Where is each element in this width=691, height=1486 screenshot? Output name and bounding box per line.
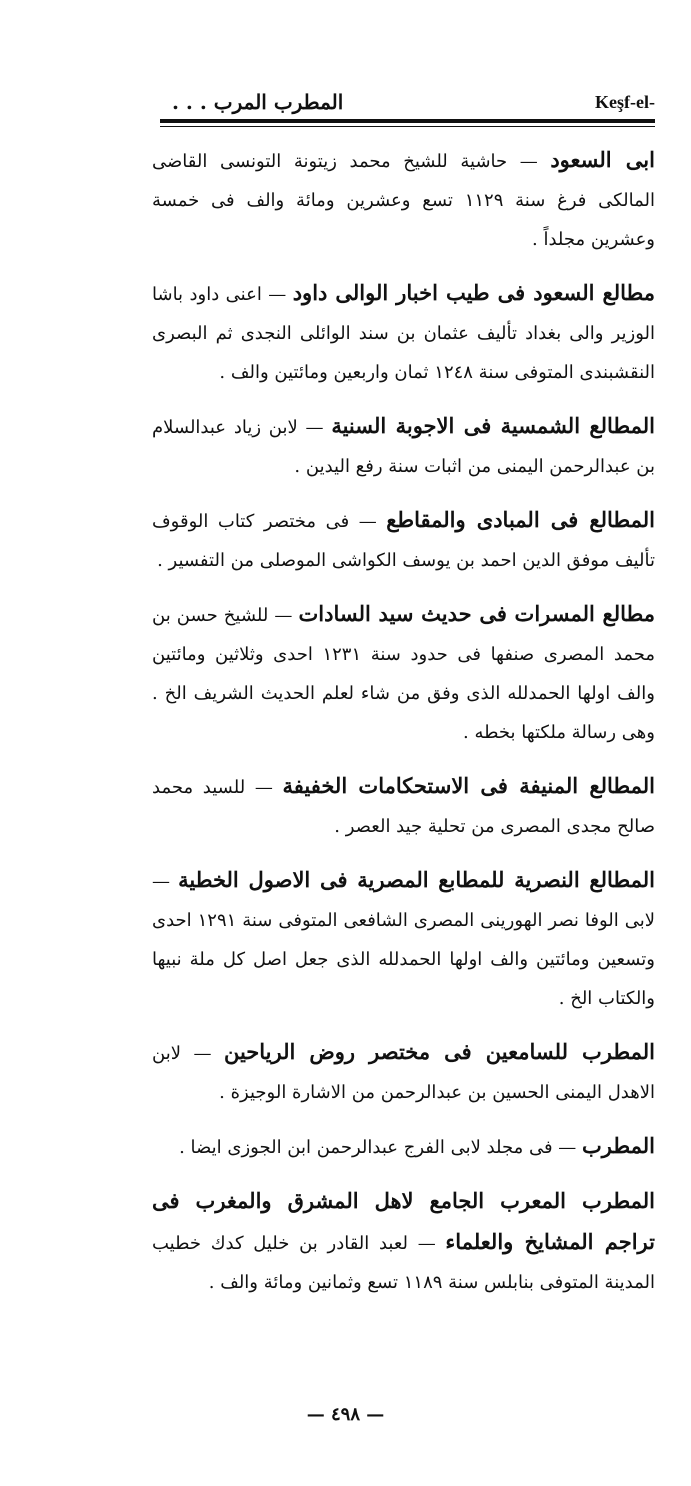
entry-description: — حاشية للشيخ محمد زيتونة التونسى القاضى المالكى فرغ سنة ١١٢٩ تسع وعشرين ومائة والف فى خمسة وعشرين مجلداً . (152, 151, 655, 250)
entry-description: — للشيخ حسن بن محمد المصرى صنفها فى حدود سنة ١٢٣١ احدى وثلاثين ومائتين والف اولها الحمدلله الذى وفق من شاء لعلم الحديث الشريف الخ . وهى رسالة ملكتها بخطه . (152, 605, 656, 743)
running-title-latin: Keşf-el- (595, 92, 655, 112)
entry-description: — اعنى داود باشا الوزير والى بغداد تأليف عثمان بن سند الوائلى النجدى ثم البصرى النقشبندى المتوفى سنة ١٢٤٨ ثمان واربعين ومائتين والف . (152, 284, 655, 383)
entry-description: — للسيد محمد صالح مجدى المصرى من تحلية جيد العصر . (152, 777, 655, 837)
entry-title: المطالع فى المبادى والمقاطع (386, 507, 656, 532)
entry-title: مطالع السعود فى طيب اخبار الوالى داود (292, 280, 655, 305)
entry-4 (152, 500, 655, 580)
running-title-arabic: المطرب المرب . . . (172, 90, 344, 114)
entry-1 (152, 140, 655, 259)
page-number: — ٤٩٨ — (306, 1404, 385, 1425)
entry-title: المطالع المنيفة فى الاستحكامات الخفيفة (282, 773, 655, 798)
entry-title: مطالع المسرات فى حديث سيد السادات (298, 601, 655, 626)
running-header (160, 88, 655, 118)
entry-description: — لابى الوفا نصر الهورينى المصرى الشافعى المتوفى سنة ١٢٩١ احدى وتسعين ومائتين والف اولها الحمدلله الذى جعل اصل كل ملة نبيها والكتاب الخ . (152, 871, 655, 1009)
entry-title: المطالع النصرية للمطابع المصرية فى الاصول الخطية (178, 867, 655, 892)
entry-10 (152, 1181, 655, 1302)
entry-2 (152, 273, 655, 392)
entry-8 (152, 1032, 655, 1112)
entry-7 (152, 860, 655, 1018)
entry-description: — فى مختصر كتاب الوقوف تأليف موفق الدين احمد بن يوسف الكواشى الموصلى من التفسير . (152, 511, 655, 571)
entry-title: المطرب (582, 1133, 655, 1158)
entry-title: المطرب للسامعين فى مختصر روض الرياحين (223, 1039, 655, 1064)
header-rule-thin (160, 126, 655, 127)
entry-5 (152, 594, 655, 752)
entry-description: — لابن زياد عبدالسلام بن عبدالرحمن اليمنى من اثبات سنة رفع اليدين . (152, 417, 655, 477)
entry-description: — لعبد القادر بن خليل كدك خطيب المدينة المتوفى بنابلس سنة ١١٨٩ تسع وثمانين ومائة والف . (152, 1233, 655, 1293)
entry-9 (152, 1126, 655, 1167)
entry-description: — لابن الاهدل اليمنى الحسين بن عبدالرحمن من الاشارة الوجيزة . (152, 1043, 655, 1103)
entry-3 (152, 406, 655, 486)
entry-6 (152, 766, 655, 846)
entry-title: المطالع الشمسية فى الاجوبة السنية (331, 413, 655, 438)
entry-title: ابى السعود (550, 147, 655, 172)
bibliography-entries (152, 140, 655, 1302)
header-rule-thick (160, 119, 655, 123)
entry-title: المطرب المعرب الجامع لاهل المشرق والمغرب فى تراجم المشايخ والعلماء (152, 1188, 655, 1254)
entry-description: — فى مجلد لابى الفرج عبدالرحمن ابن الجوزى ايضا . (179, 1137, 583, 1158)
